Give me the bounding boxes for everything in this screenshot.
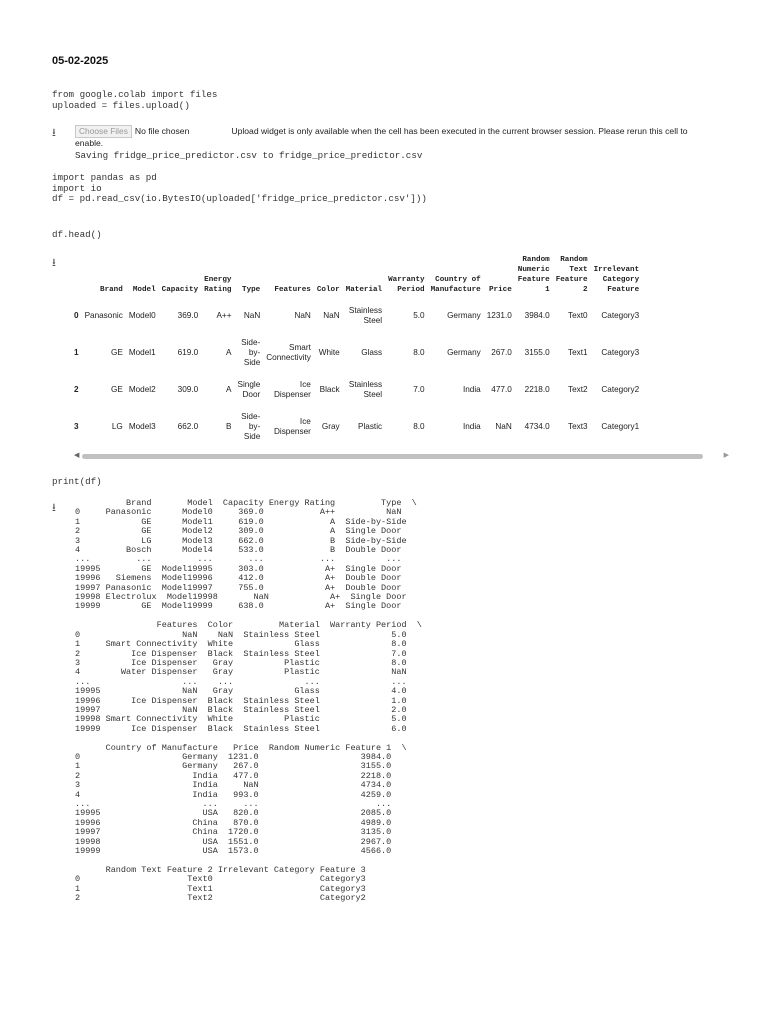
table-cell: Model0 xyxy=(128,310,156,320)
column-header: Model xyxy=(132,286,156,294)
table-cell: 267.0 xyxy=(491,347,512,357)
upload-message: Upload widget is only available when the cell has been executed in the current browser session. Please rerun this cell to enable. xyxy=(75,126,688,148)
table-cell: 3155.0 xyxy=(524,347,550,357)
table-cell: Gray xyxy=(321,421,340,431)
table-cell: Model3 xyxy=(128,421,156,431)
column-header: Energy Rating xyxy=(204,276,232,294)
upload-widget-output xyxy=(75,125,715,149)
table-cell: Germany xyxy=(447,347,481,357)
table-cell: Category1 xyxy=(601,421,640,431)
table-cell: India xyxy=(462,384,481,394)
saving-message: Saving fridge_price_predictor.csv to fridge_price_predictor.csv xyxy=(75,151,423,160)
table-cell: 369.0 xyxy=(177,310,199,320)
table-row xyxy=(74,408,642,445)
table-cell: Model2 xyxy=(128,384,156,394)
table-cell: NaN xyxy=(294,310,311,320)
table-cell: A xyxy=(226,384,232,394)
table-cell: NaN xyxy=(243,310,261,320)
table-cell: 662.0 xyxy=(177,421,199,431)
code-cell-print[interactable]: print(df) xyxy=(52,476,102,487)
table-cell: Text1 xyxy=(568,347,588,357)
table-cell: 309.0 xyxy=(177,384,199,394)
table-header-row xyxy=(74,250,642,297)
table-cell: NaN xyxy=(495,421,512,431)
table-cell: 7.0 xyxy=(413,384,425,394)
table-cell: India xyxy=(462,421,481,431)
code-cell-upload[interactable]: from google.colab import files uploaded = files.upload() xyxy=(52,89,218,111)
table-cell: GE xyxy=(110,384,123,394)
table-cell: Ice Dispenser xyxy=(273,416,311,436)
row-index: 3 xyxy=(74,421,79,431)
table-cell: Ice Dispenser xyxy=(273,379,311,399)
column-header: Capacity xyxy=(161,286,199,294)
table-cell: Text0 xyxy=(568,310,588,320)
column-header: Country of Manufacture xyxy=(430,276,481,294)
code-cell-head[interactable]: df.head() xyxy=(52,229,102,240)
row-index: 0 xyxy=(74,310,79,320)
table-cell: Glass xyxy=(361,347,383,357)
notebook-date: 05-02-2025 xyxy=(52,55,109,67)
table-cell: B xyxy=(226,421,232,431)
table-cell: 8.0 xyxy=(413,347,425,357)
output-toggle-icon[interactable]: ⭳ xyxy=(52,501,56,514)
code-cell-read-csv[interactable]: import pandas as pd import io df = pd.read_csv(io.BytesIO(uploaded['fridge_price_predictor.csv'])) xyxy=(52,172,427,204)
column-header: Random Numeric Feature 1 xyxy=(517,256,550,294)
column-header: Price xyxy=(488,286,512,294)
table-cell: White xyxy=(318,347,340,357)
table-cell: Germany xyxy=(447,310,481,320)
table-cell: 477.0 xyxy=(491,384,512,394)
table-cell: Side- by- Side xyxy=(241,411,261,441)
table-cell: Text3 xyxy=(568,421,588,431)
table-cell: GE xyxy=(110,347,123,357)
column-header xyxy=(74,250,82,297)
column-header: Features xyxy=(274,286,311,294)
table-cell: Plastic xyxy=(358,421,383,431)
table-row xyxy=(74,297,642,334)
table-cell: LG xyxy=(111,421,123,431)
table-cell: 8.0 xyxy=(413,421,425,431)
table-cell: Side- by- Side xyxy=(241,337,261,367)
scroll-left-arrow-icon[interactable]: ◀ xyxy=(74,452,80,459)
file-status: No file chosen xyxy=(134,126,190,136)
table-cell: Smart Connectivity xyxy=(266,342,311,362)
table-row xyxy=(74,334,642,371)
column-header: Material xyxy=(345,286,383,294)
column-header: Irrelevant Category Feature xyxy=(593,266,640,294)
horizontal-scrollbar[interactable] xyxy=(74,451,729,461)
table-cell: Panasonic xyxy=(84,310,123,320)
table-cell: A xyxy=(226,347,232,357)
table-cell: 2218.0 xyxy=(524,384,550,394)
table-cell: 1231.0 xyxy=(486,310,512,320)
table-cell: A++ xyxy=(216,310,232,320)
column-header: Type xyxy=(242,286,261,294)
scroll-right-arrow-icon[interactable]: ▶ xyxy=(723,452,729,459)
table-cell: 5.0 xyxy=(413,310,425,320)
output-toggle-icon[interactable]: ⭳ xyxy=(52,256,56,269)
dataframe-table xyxy=(74,250,642,445)
table-cell: Category3 xyxy=(601,347,640,357)
scrollbar-thumb[interactable] xyxy=(82,454,703,459)
print-output: Brand Model Capacity Energy Rating Type \ 0 Panasonic Model0 369.0 A++ NaN 1 GE Model1 619.0 A Side-by-Side 2 GE Model2 309.0 A Single Door 3 LG Model3 662.0 B Side-by-Side 4 Bosch Model4 533.0 B Double Door ... ... ... ... ... ... 19995 GE Model19995 303.0 A+ Single Door 19996 Siemens Model19996 412.0 A+ Double Door 19997 Panasonic Model19997 755.0 A+ Double Door 19998 Electrolux Model19998 NaN A+ Single Door 19999 GE Model19999 638.0 A+ Single Door Features Color Material Warranty Period \ 0 NaN NaN Stainless Steel 5.0 1 Smart Connectivity White Glass 8.0 2 Ice Dispenser Black Stainless Steel 7.0 3 Ice Dispenser Gray Plastic 8.0 4 Water Dispenser Gray Plastic NaN ... ... ... ... ... 19995 NaN Gray Glass 4.0 19996 Ice Dispenser Black Stainless Steel 1.0 19997 NaN Black Stainless Steel 2.0 19998 Smart Connectivity White Plastic 5.0 19999 Ice Dispenser Black Stainless Steel 6.0 Country of Manufacture Price Random Numeric Feature 1 \ 0 Germany 1231.0 3984.0 1 Germany 267.0 3155.0 2 India 477.0 2218.0 3 India NaN 4734.0 4 India 993.0 4259.0 ... ... ... ... 19995 USA 820.0 2085.0 19996 China 870.0 4989.0 19997 China 1720.0 3135.0 19998 USA 1551.0 2967.0 19999 USA 1573.0 4566.0 Random Text Feature 2 Irrelevant Category Feature 3 0 Text0 Category3 1 Text1 Category3 2 Text2 Category2 xyxy=(75,498,422,904)
column-header: Random Text Feature 2 xyxy=(555,256,588,294)
table-cell: Single Door xyxy=(237,379,261,399)
table-cell: Category2 xyxy=(601,384,640,394)
table-cell: Category3 xyxy=(601,310,640,320)
table-cell: Text2 xyxy=(568,384,588,394)
column-header: Brand xyxy=(100,286,123,294)
table-cell: Model1 xyxy=(128,347,156,357)
table-cell: Black xyxy=(319,384,340,394)
dataframe-head-output xyxy=(74,250,712,454)
row-index: 2 xyxy=(74,384,79,394)
row-index: 1 xyxy=(74,347,79,357)
table-cell: NaN xyxy=(323,310,340,320)
table-cell: Stainless Steel xyxy=(348,379,383,399)
table-cell: 619.0 xyxy=(177,347,199,357)
output-toggle-icon[interactable]: ⭳ xyxy=(52,126,56,139)
column-header: Warranty Period xyxy=(388,276,425,294)
table-row xyxy=(74,371,642,408)
table-cell: Stainless Steel xyxy=(348,305,383,325)
choose-files-button[interactable]: Choose Files xyxy=(75,125,132,138)
table-cell: 3984.0 xyxy=(524,310,550,320)
column-header: Color xyxy=(316,286,340,294)
table-cell: 4734.0 xyxy=(524,421,550,431)
